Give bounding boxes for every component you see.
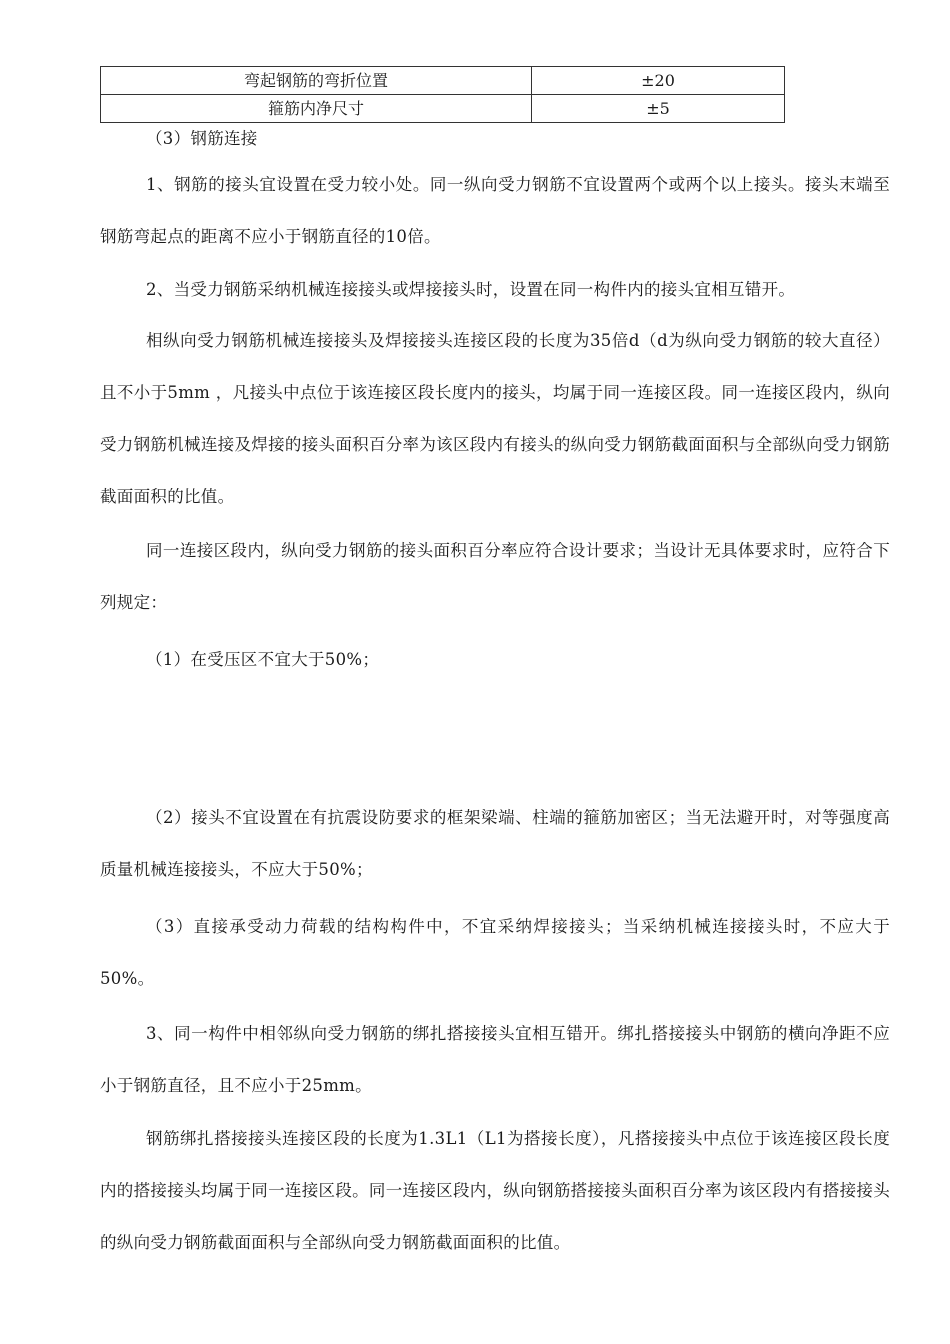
table-cell-item: 箍筋内净尺寸 xyxy=(101,95,532,123)
table-cell-item: 弯起钢筋的弯折位置 xyxy=(101,67,532,95)
paragraph-2: 2、当受力钢筋采纳机械连接接头或焊接接头时，设置在同一构件内的接头宜相互错开。 xyxy=(146,280,796,299)
table-cell-value: ±20 xyxy=(532,67,785,95)
table-cell-value: ±5 xyxy=(532,95,785,123)
paragraph-1: 1、钢筋的接头宜设置在受力较小处。同一纵向受力钢筋不宜设置两个或两个以上接头。接头末端至钢筋弯起点的距离不应小于钢筋直径的10倍。 xyxy=(100,175,890,246)
table-row xyxy=(101,67,785,95)
section-heading: （3）钢筋连接 xyxy=(146,129,258,148)
paragraph-5: 3、同一构件中相邻纵向受力钢筋的绑扎搭接接头宜相互错开。绑扎搭接接头中钢筋的横向净距不应小于钢筋直径，且不应小于25mm。 xyxy=(100,1024,890,1095)
paragraph-6: 钢筋绑扎搭接接头连接区段的长度为1.3L1（L1为搭接长度），凡搭接接头中点位于该连接区段长度内的搭接接头均属于同一连接区段。同一连接区段内，纵向钢筋搭接接头面积百分率为该区段内有搭接接头的纵向受力钢筋截面面积与全部纵向受力钢筋截面面积的比值。 xyxy=(100,1129,890,1252)
list-item-1: （1）在受压区不宜大于50%； xyxy=(146,650,380,669)
paragraph-4: 同一连接区段内，纵向受力钢筋的接头面积百分率应符合设计要求；当设计无具体要求时，应符合下列规定： xyxy=(100,541,890,612)
list-item-2: （2）接头不宜设置在有抗震设防要求的框架梁端、柱端的箍筋加密区；当无法避开时，对等强度高质量机械连接接头，不应大于50%； xyxy=(100,808,890,879)
paragraph-3: 相纵向受力钢筋机械连接接头及焊接接头连接区段的长度为35倍d（d为纵向受力钢筋的较大直径）且不小于5mm ，凡接头中点位于该连接区段长度内的接头，均属于同一连接区段。同一连接区段内，纵向受力钢筋机械连接及焊接的接头面积百分率为该区段内有接头的纵向受力钢筋截面面积与全部纵向受力钢筋截面面积的比值。 xyxy=(100,331,890,506)
list-item-3: （3）直接承受动力荷载的结构构件中，不宜采纳焊接接头；当采纳机械连接接头时，不应大于50%。 xyxy=(100,917,890,988)
